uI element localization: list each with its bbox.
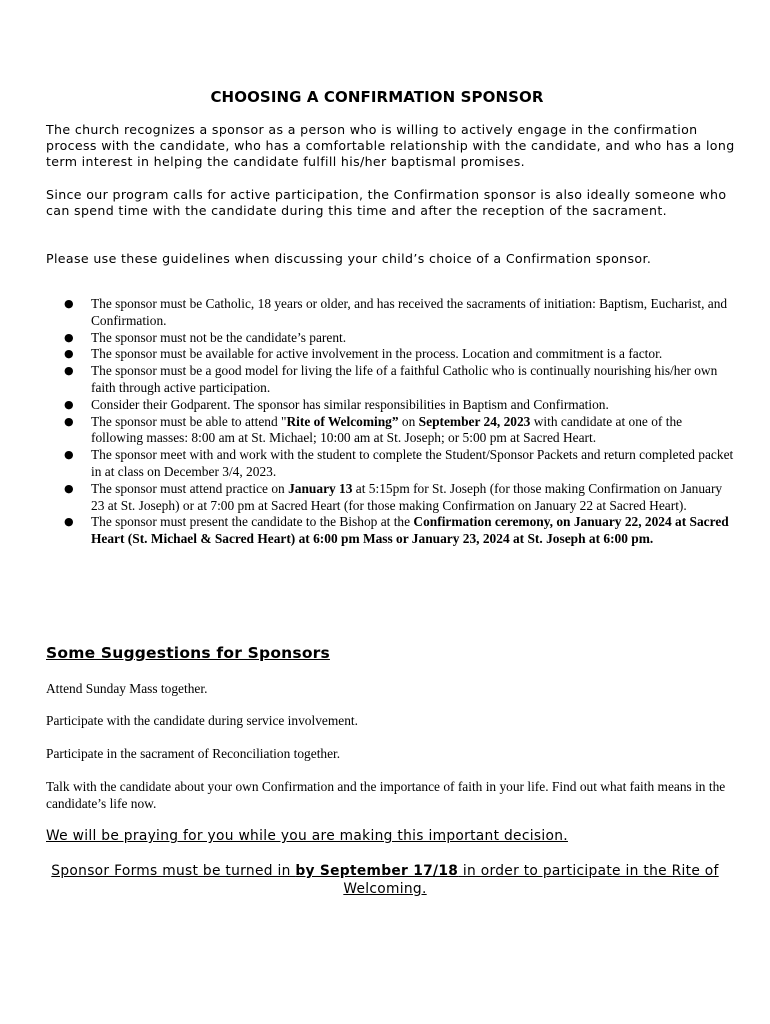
suggestion-item: Attend Sunday Mass together. bbox=[46, 681, 208, 696]
guideline-text-part: The sponsor must attend practice on bbox=[91, 480, 289, 496]
bullet-dot-icon: ● bbox=[64, 330, 74, 344]
guideline-text-part: The sponsor must present the candidate to the Bishop at the bbox=[91, 514, 414, 530]
guideline-text: The sponsor meet with and work with the student to complete the Student/Sponsor Packets and return completed packet in at class on December 3/4, 2023. bbox=[91, 447, 734, 479]
guideline-item bbox=[64, 447, 734, 481]
guideline-text-part: with candidate at one of the following masses: 8:00 am at St. Michael; 10:00 am at St. Joseph; or 5:00 pm at Sacred Heart. bbox=[91, 413, 683, 446]
intro-paragraph-sponsor-definition: The church recognizes a sponsor as a person who is willing to actively engage in the confirmation process with the candidate, who has a comfortable relationship with the candidate, and who has a long term interest in helping the candidate fulfill his/her baptismal promises. bbox=[46, 122, 735, 169]
guideline-text: The sponsor must not be the candidate’s parent. bbox=[91, 329, 347, 345]
guideline-text bbox=[91, 414, 682, 446]
closing-prayer-note: We will be praying for you while you are making this important decision. bbox=[46, 828, 568, 844]
bullet-dot-icon: ● bbox=[64, 515, 74, 529]
bullet-dot-icon: ● bbox=[64, 481, 74, 495]
guideline-text: The sponsor must be a good model for living the life of a faithful Catholic who is continually nourishing his/her own faith through active participation. bbox=[91, 363, 718, 395]
rite-of-welcoming-label: Rite of Welcoming” bbox=[286, 413, 399, 429]
bullet-dot-icon: ● bbox=[64, 397, 74, 411]
forms-notice-text: Sponsor Forms must be turned in bbox=[51, 863, 296, 879]
forms-deadline: by September 17/18 bbox=[295, 863, 459, 879]
guideline-item bbox=[64, 481, 734, 515]
guideline-text-part: on bbox=[398, 413, 419, 429]
guideline-text bbox=[91, 481, 722, 513]
guideline-text: The sponsor must be Catholic, 18 years or older, and has received the sacraments of initiation: Baptism, Eucharist, and Confirmation. bbox=[91, 296, 728, 328]
confirmation-ceremony-details: Confirmation ceremony, on January 22, 2024 at Sacred Heart (St. Michael & Sacred Heart) at 6:00 pm Mass or January 23, 2024 at St. Joseph at 6:00 pm. bbox=[91, 514, 729, 547]
guideline-item bbox=[64, 346, 734, 363]
practice-date: January 13 bbox=[288, 480, 353, 496]
guideline-item bbox=[64, 363, 734, 397]
guideline-item bbox=[64, 296, 734, 330]
bullet-dot-icon: ● bbox=[64, 448, 74, 462]
guideline-item bbox=[64, 330, 734, 347]
page-title: CHOOSING A CONFIRMATION SPONSOR bbox=[210, 88, 544, 106]
guideline-item bbox=[64, 514, 734, 548]
sponsor-forms-notice bbox=[40, 862, 730, 898]
guideline-text-part: at 5:15pm for St. Joseph (for those making Confirmation on January 23 at St. Joseph) or at 7:00 pm at Sacred Heart (for those making Confirmation on January 22 at Sacred Heart). bbox=[91, 480, 723, 513]
bullet-dot-icon: ● bbox=[64, 347, 74, 361]
forms-notice-text: in order to participate in the Rite of Welcoming. bbox=[343, 863, 719, 897]
guideline-text: Consider their Godparent. The sponsor has similar responsibilities in Baptism and Confirmation. bbox=[91, 396, 609, 412]
intro-paragraph-guidelines-note: Please use these guidelines when discussing your child’s choice of a Confirmation sponsor. bbox=[46, 251, 652, 266]
suggestion-item: Participate with the candidate during service involvement. bbox=[46, 713, 358, 728]
guideline-item bbox=[64, 397, 734, 414]
bullet-dot-icon: ● bbox=[64, 414, 74, 428]
bullet-dot-icon: ● bbox=[64, 364, 74, 378]
guideline-text-part: The sponsor must be able to attend " bbox=[91, 413, 287, 429]
guideline-item bbox=[64, 414, 734, 448]
guideline-text: The sponsor must be available for active involvement in the process. Location and commitment is a factor. bbox=[91, 346, 663, 362]
intro-paragraph-active-participation: Since our program calls for active participation, the Confirmation sponsor is also ideally someone who can spend time with the candidate during this time and after the reception of the sacrament. bbox=[46, 187, 727, 218]
rite-of-welcoming-date: September 24, 2023 bbox=[418, 413, 531, 429]
suggestion-item: Participate in the sacrament of Reconciliation together. bbox=[46, 746, 341, 761]
guidelines-list bbox=[64, 296, 734, 548]
bullet-dot-icon: ● bbox=[64, 297, 74, 310]
guideline-text bbox=[91, 514, 729, 546]
suggestion-item: Talk with the candidate about your own Confirmation and the importance of faith in your life. Find out what faith means in the candidate’s life now. bbox=[46, 779, 726, 811]
suggestions-heading: Some Suggestions for Sponsors bbox=[46, 644, 330, 662]
